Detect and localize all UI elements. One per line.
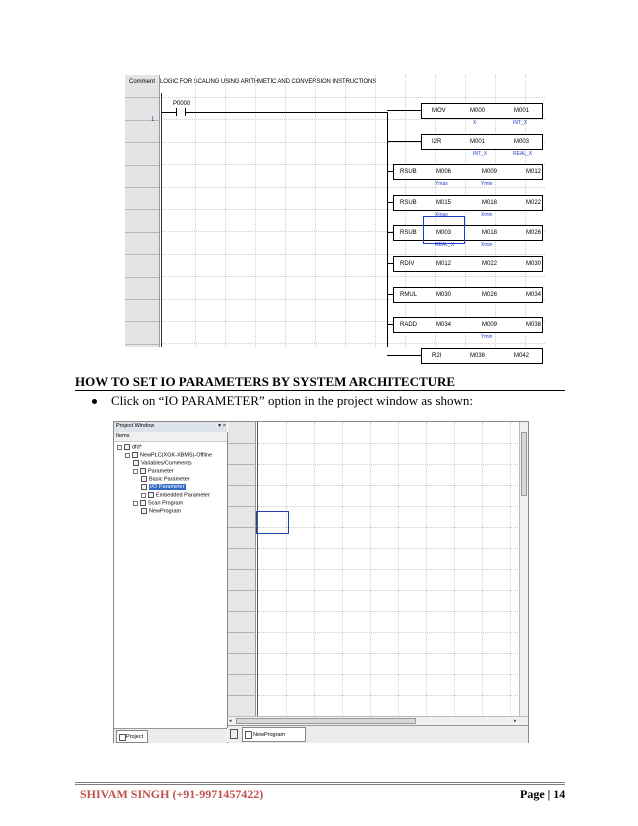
instruction-operand: M006 — [436, 169, 452, 176]
grid-line — [375, 75, 376, 347]
project-window-title: Project Window — [116, 423, 155, 429]
tree-node-icon — [124, 444, 130, 450]
tree-node-icon — [141, 484, 147, 490]
tree-node-icon — [148, 492, 154, 498]
editor-row — [228, 695, 255, 717]
program-editor[interactable] — [228, 422, 528, 742]
collapse-icon[interactable] — [133, 501, 138, 506]
instruction-operand: M018 — [482, 199, 498, 206]
rung-row — [125, 232, 159, 255]
program-file-icon — [230, 729, 238, 739]
instruction-operand: M030 — [526, 261, 542, 267]
tree-item-label: Parameter — [148, 468, 174, 475]
grid-line — [258, 569, 520, 570]
editor-row — [228, 422, 255, 444]
grid-line — [345, 75, 346, 347]
collapse-icon[interactable] — [125, 453, 130, 458]
comment-label: Comment — [128, 79, 155, 85]
operand-variable-name: Ymax — [435, 181, 448, 188]
tree-node-icon — [140, 468, 146, 474]
footer-page-number: Page | 14 — [520, 787, 566, 801]
tree-item-label: NewPLC(XGK-XBMS)-Offline — [140, 452, 213, 459]
grid-line — [258, 485, 520, 486]
operand-variable-name: Ymin — [481, 181, 493, 188]
instruction-opcode: RMUL — [400, 291, 418, 298]
vertical-scrollbar[interactable] — [519, 422, 528, 716]
items-header: Items — [114, 432, 227, 442]
rung-row — [125, 187, 159, 210]
footer-author: SHIVAM SINGH (+91-9971457422) — [80, 787, 264, 801]
rung-row — [125, 165, 159, 188]
operand-variable-name: Xmin — [481, 242, 493, 249]
tree-node-icon — [141, 476, 147, 482]
pin-icon[interactable]: ▾ — [218, 423, 221, 429]
instruction-operand: M003 — [436, 230, 452, 237]
collapse-icon[interactable] — [117, 445, 122, 450]
tree-item[interactable] — [141, 508, 181, 515]
grid-line — [258, 653, 520, 654]
instruction-operand: M012 — [526, 169, 542, 176]
ladder-program-screenshot — [125, 75, 545, 359]
grid-line — [258, 590, 520, 591]
instruction-operand: M034 — [526, 291, 542, 298]
tree-item[interactable] — [141, 484, 186, 491]
grid-line — [258, 443, 520, 444]
tree-item-label: Scan Program — [148, 500, 184, 507]
rung-row — [125, 209, 159, 232]
grid-line — [258, 674, 520, 675]
scroll-right-icon[interactable]: ▸ — [514, 718, 517, 724]
instruction-operand: M000 — [470, 108, 486, 114]
operand-variable-name: Xmin — [481, 211, 493, 218]
program-icon — [245, 731, 252, 739]
instruction-operand: M022 — [526, 199, 542, 206]
scroll-left-icon[interactable]: ◂ — [229, 718, 232, 724]
tree-node-icon — [132, 452, 138, 458]
editor-row — [228, 464, 255, 486]
instruction-opcode: I2R — [432, 138, 442, 145]
grid-line — [255, 75, 256, 347]
instruction-operand: M012 — [436, 261, 452, 267]
editor-row — [228, 485, 255, 507]
left-power-rail — [161, 93, 162, 347]
editor-row — [228, 443, 255, 465]
instruction-opcode: RDIV — [400, 261, 415, 267]
vertical-scroll-thumb[interactable] — [521, 432, 527, 496]
tree-item[interactable] — [133, 500, 183, 507]
operand-variable-name: REAL_X — [513, 150, 533, 157]
grid-line — [285, 75, 286, 347]
instruction-block — [393, 164, 543, 180]
grid-line — [258, 632, 520, 633]
close-icon[interactable]: × — [222, 423, 226, 429]
rung-row — [125, 254, 159, 277]
editor-row — [228, 611, 255, 633]
branch-wire — [387, 112, 388, 347]
project-tree — [114, 432, 228, 728]
expand-icon[interactable] — [141, 493, 146, 498]
instruction-operand: M030 — [436, 291, 452, 298]
wire — [387, 141, 421, 142]
instruction-operand: M022 — [482, 261, 498, 267]
bullet-text: Click on “IO PARAMETER” option in the project window as shown: — [111, 393, 474, 408]
rung-row — [125, 120, 159, 143]
instruction-opcode: R2I — [432, 352, 442, 359]
heading-underline — [75, 390, 565, 391]
rung-row — [125, 142, 159, 165]
editor-row — [228, 527, 255, 549]
instruction-opcode: RSUB — [400, 230, 417, 237]
contact-label: P0000 — [173, 101, 191, 107]
instruction-operand: M038 — [470, 352, 486, 359]
tree-item[interactable] — [133, 460, 192, 467]
bullet-item — [92, 393, 473, 409]
operand-variable-name: Ymin — [481, 334, 493, 341]
tab-project[interactable]: Project — [116, 730, 148, 743]
instruction-operand: M015 — [436, 199, 452, 206]
instruction-opcode: RSUB — [400, 199, 417, 206]
instruction-opcode: RSUB — [400, 169, 417, 176]
grid-line — [225, 75, 226, 347]
instruction-operand: M026 — [482, 291, 498, 298]
instruction-operand: M009 — [482, 169, 498, 176]
editor-power-rail — [257, 422, 258, 716]
operand-variable-name: INT_X — [513, 120, 528, 126]
instruction-operand: M018 — [482, 230, 498, 237]
instruction-block — [421, 103, 543, 119]
instruction-operand: M001 — [514, 108, 530, 114]
instruction-block — [393, 256, 543, 272]
tree-node-icon — [141, 508, 147, 514]
tree-node-icon — [140, 500, 146, 506]
bullet-icon — [92, 399, 97, 404]
instruction-block — [421, 134, 543, 150]
editor-row — [228, 506, 255, 528]
instruction-operand: M003 — [514, 138, 530, 145]
rung-number: 1 — [151, 117, 155, 123]
tree-node-icon — [133, 460, 139, 466]
collapse-icon[interactable] — [133, 469, 138, 474]
tree-item[interactable] — [117, 444, 142, 451]
rung-row — [125, 299, 159, 322]
editor-row — [228, 674, 255, 696]
grid-line — [258, 548, 520, 549]
tree-item-label: I/O Parameter — [150, 484, 185, 491]
grid-line — [258, 695, 520, 696]
tree-item[interactable] — [141, 492, 210, 499]
grid-line — [161, 119, 545, 120]
instruction-operand: M038 — [526, 322, 542, 329]
project-tab-bar — [114, 728, 227, 743]
tree-item-label: dfd* — [132, 444, 142, 451]
editor-row — [228, 548, 255, 570]
grid-line — [258, 506, 520, 507]
wire — [387, 110, 421, 111]
tree-item-label: Variables/Comments — [141, 460, 192, 467]
operand-variable-name: INT_X — [473, 150, 488, 157]
project-window-screenshot — [113, 421, 529, 743]
selected-cell — [423, 216, 465, 244]
project-icon — [119, 734, 126, 741]
tab-newprogram[interactable]: NewProgram — [242, 727, 306, 742]
tree-item-label: Embedded Parameter — [156, 492, 210, 499]
tree-item[interactable] — [133, 468, 174, 475]
editor-cursor — [256, 511, 289, 534]
wire — [387, 355, 421, 356]
editor-row — [228, 590, 255, 612]
operand-variable-name: Xmax — [435, 211, 448, 218]
grid-line — [315, 75, 316, 347]
horizontal-scroll-thumb[interactable] — [236, 718, 416, 724]
tree-item-label: NewProgram — [149, 508, 182, 515]
editor-row — [228, 569, 255, 591]
grid-line — [258, 464, 520, 465]
rung-row — [125, 321, 159, 344]
instruction-operand: M001 — [470, 138, 486, 145]
tree-item[interactable] — [125, 452, 212, 459]
instruction-block — [393, 195, 543, 211]
operand-variable-name: X — [473, 120, 477, 126]
program-tab-bar — [228, 725, 528, 743]
editor-row — [228, 632, 255, 654]
instruction-operand: M034 — [436, 322, 452, 329]
section-heading: HOW TO SET IO PARAMETERS BY SYSTEM ARCHITECTURE — [75, 374, 456, 389]
tree-item[interactable] — [141, 476, 190, 483]
instruction-operand: M009 — [482, 322, 498, 329]
instruction-block — [393, 225, 543, 241]
grid-line — [258, 527, 520, 528]
ladder-comment: LOGIC FOR SCALING USING ARITHMETIC AND CONVERSION INSTRUCTIONS — [160, 79, 377, 85]
contact-symbol — [175, 106, 191, 116]
grid-line — [161, 343, 545, 344]
instruction-block — [393, 317, 543, 333]
instruction-block — [421, 348, 543, 364]
editor-row — [228, 653, 255, 675]
rung-row — [125, 277, 159, 300]
grid-line — [161, 276, 545, 277]
operand-variable-name: REAL_X — [435, 242, 455, 249]
grid-line — [161, 254, 545, 255]
wire — [186, 112, 388, 113]
grid-line — [195, 75, 196, 347]
instruction-block — [393, 287, 543, 303]
grid-line — [258, 611, 520, 612]
instruction-opcode: MOV — [432, 108, 446, 114]
instruction-operand: M042 — [514, 352, 530, 359]
instruction-operand: M026 — [526, 230, 542, 237]
instruction-opcode: RADD — [400, 322, 418, 329]
grid-line — [405, 75, 406, 347]
wire — [162, 112, 176, 113]
grid-line — [161, 97, 545, 98]
tree-item-label: Basic Parameter — [149, 476, 190, 483]
